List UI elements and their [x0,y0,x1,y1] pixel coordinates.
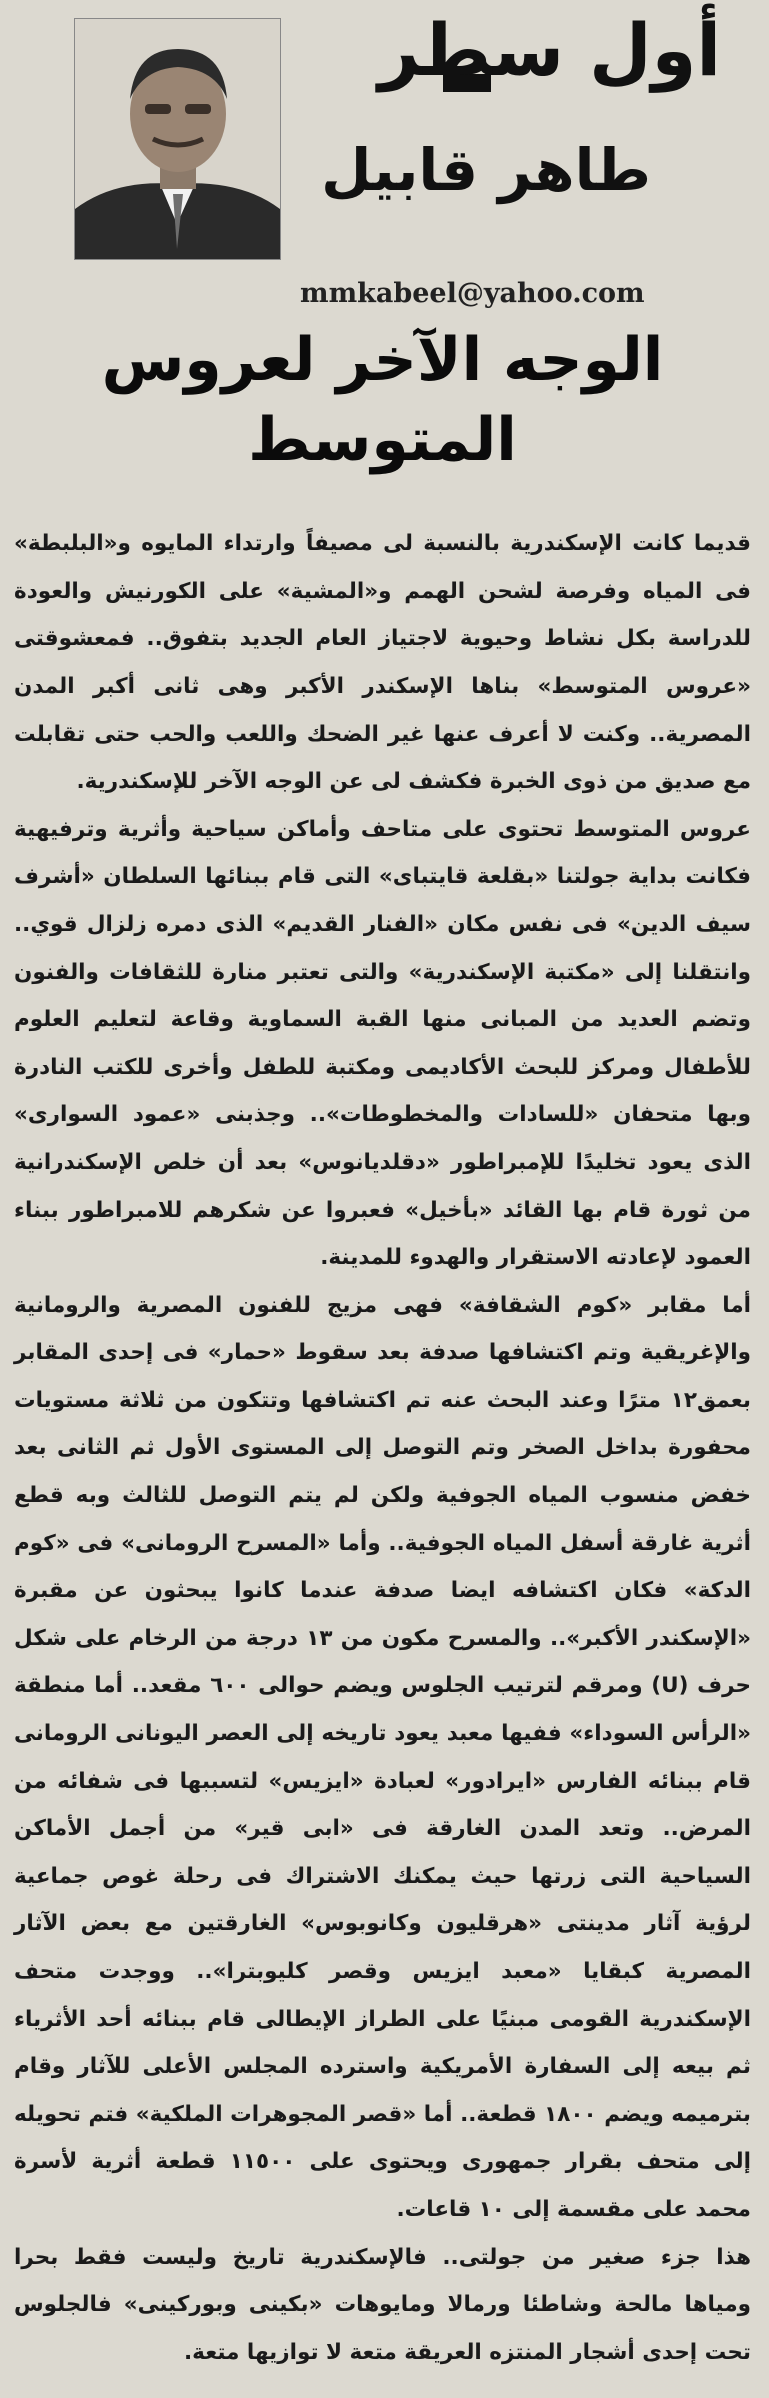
author-name: طاهر قابيل [321,136,651,204]
author-portrait-icon [75,19,280,259]
column-header [14,0,751,265]
article-headline: الوجه الآخر لعروس المتوسط [101,325,664,475]
column-logo: أول سطر [378,8,721,92]
article-paragraph-4: هذا جزء صغير من جولتى.. فالإسكندرية تاريخ وليست فقط بحرا ومياها مالحة وشاطئا ورمالا ومايوهات «بكينى وبوركينى» فالجلوس تحت إحدى أشجار المنتزه العريقة متعة لا توازيها متعة. [14,2244,751,2365]
author-email[interactable]: mmkabeel@yahoo.com [300,278,645,309]
article-paragraph-2: عروس المتوسط تحتوى على متاحف وأماكن سياحية وأثرية وترفيهية فكانت بداية جولتنا «بقلعة قايتباى» التى قام ببنائها السلطان «أشرف سيف الدين» فى نفس مكان «الفنار القديم» الذى دمره زلزال قوي.. وانتقلنا إلى «مكتبة الإسكندرية» والتى تعتبر منارة للثقافات والفنون وتضم العديد من المبانى منها القبة السماوية وقاعة لتعليم العلوم للأطفال ومركز للبحث الأكاديمى ومكتبة للطفل وأخرى للكتب النادرة وبها متحفان «للسادات والمخطوطات».. وجذبنى «عمود السوارى» الذى يعود تخليدًا للإمبراطور «دقلديانوس» بعد أن خلص الإسكندرانية من ثورة قام بها القائد «بأخيل» فعبروا عن شكرهم للامبراطور ببناء العمود لإعادته الاستقرار والهدوء للمدينة. [14,816,751,1271]
article-paragraph-3: أما مقابر «كوم الشقافة» فهى مزيج للفنون المصرية والرومانية والإغريقية وتم اكتشافها صدفة بعد سقوط «حمار» فى إحدى المقابر بعمق١٢ مترًا وعند البحث عنه تم اكتشافها وتتكون من ثلاثة مستويات محفورة بداخل الصخر وتم التوصل إلى المستوى الأول ثم الثانى بعد خفض منسوب المياه الجوفية ولكن لم يتم التوصل للثالث وبه قطع أثرية غارقة أسفل المياه الجوفية.. وأما «المسرح الرومانى» فى «كوم الدكة» فكان اكتشافه ايضا صدفة عندما كانوا يبحثون عن مقبرة «الإسكندر الأكبر».. والمسرح مكون من ١٣ درجة من الرخام على شكل حرف (U) ومرقم لترتيب الجلوس ويضم حوالى ٦٠٠ مقعد.. أما منطقة «الرأس السوداء» ففيها معبد يعود تاريخه إلى العصر اليونانى الرومانى قام ببنائه الفارس «ايرادور» لعبادة «ايزيس» لتسببها فى شفائه من المرض.. وتعد المدن الغارقة فى «ابى قير» من أجمل الأماكن السياحية التى زرتها حيث يمكنك الاشتراك فى رحلة غوص جماعية لرؤية آثار مدينتى «هرقليون وكانوبوس» الغارقتين مع بعض الآثار المصرية كبقايا «معبد ايزيس وقصر كليوبترا».. ووجدت متحف الإسكندرية القومى مبنيًا على الطراز الإيطالى قام ببنائه أحد الأثرياء ثم بيعه إلى السفارة الأمريكية واسترده المجلس الأعلى للآثار وقام بترميمه ويضم ١٨٠٠ قطعة.. أما «قصر المجوهرات الملكية» فتم تحويله إلى متحف بقرار جمهورى ويحتوى على ١١٥٠٠ قطعة أثرية لأسرة محمد على مقسمة إلى ١٠ قاعات. [14,1292,751,2222]
article-paragraph-1: قديما كانت الإسكندرية بالنسبة لى مصيفاً وارتداء المايوه و«البلبطة» فى المياه وفرصة لشحن الهمم و«المشية» على الكورنيش والعودة للدراسة بكل نشاط وحيوية لاجتياز العام الجديد بتفوق.. فمعشوقتى «عروس المتوسط» بناها الإسكندر الأكبر وهى ثانى أكبر المدن المصرية.. وكنت لا أعرف عنها غير الضحك واللعب والحب حتى تقابلت مع صديق من ذوى الخبرة فكشف لى عن الوجه الآخر للإسكندرية. [14,531,751,795]
author-photo [74,18,281,260]
article-body [14,520,751,2376]
